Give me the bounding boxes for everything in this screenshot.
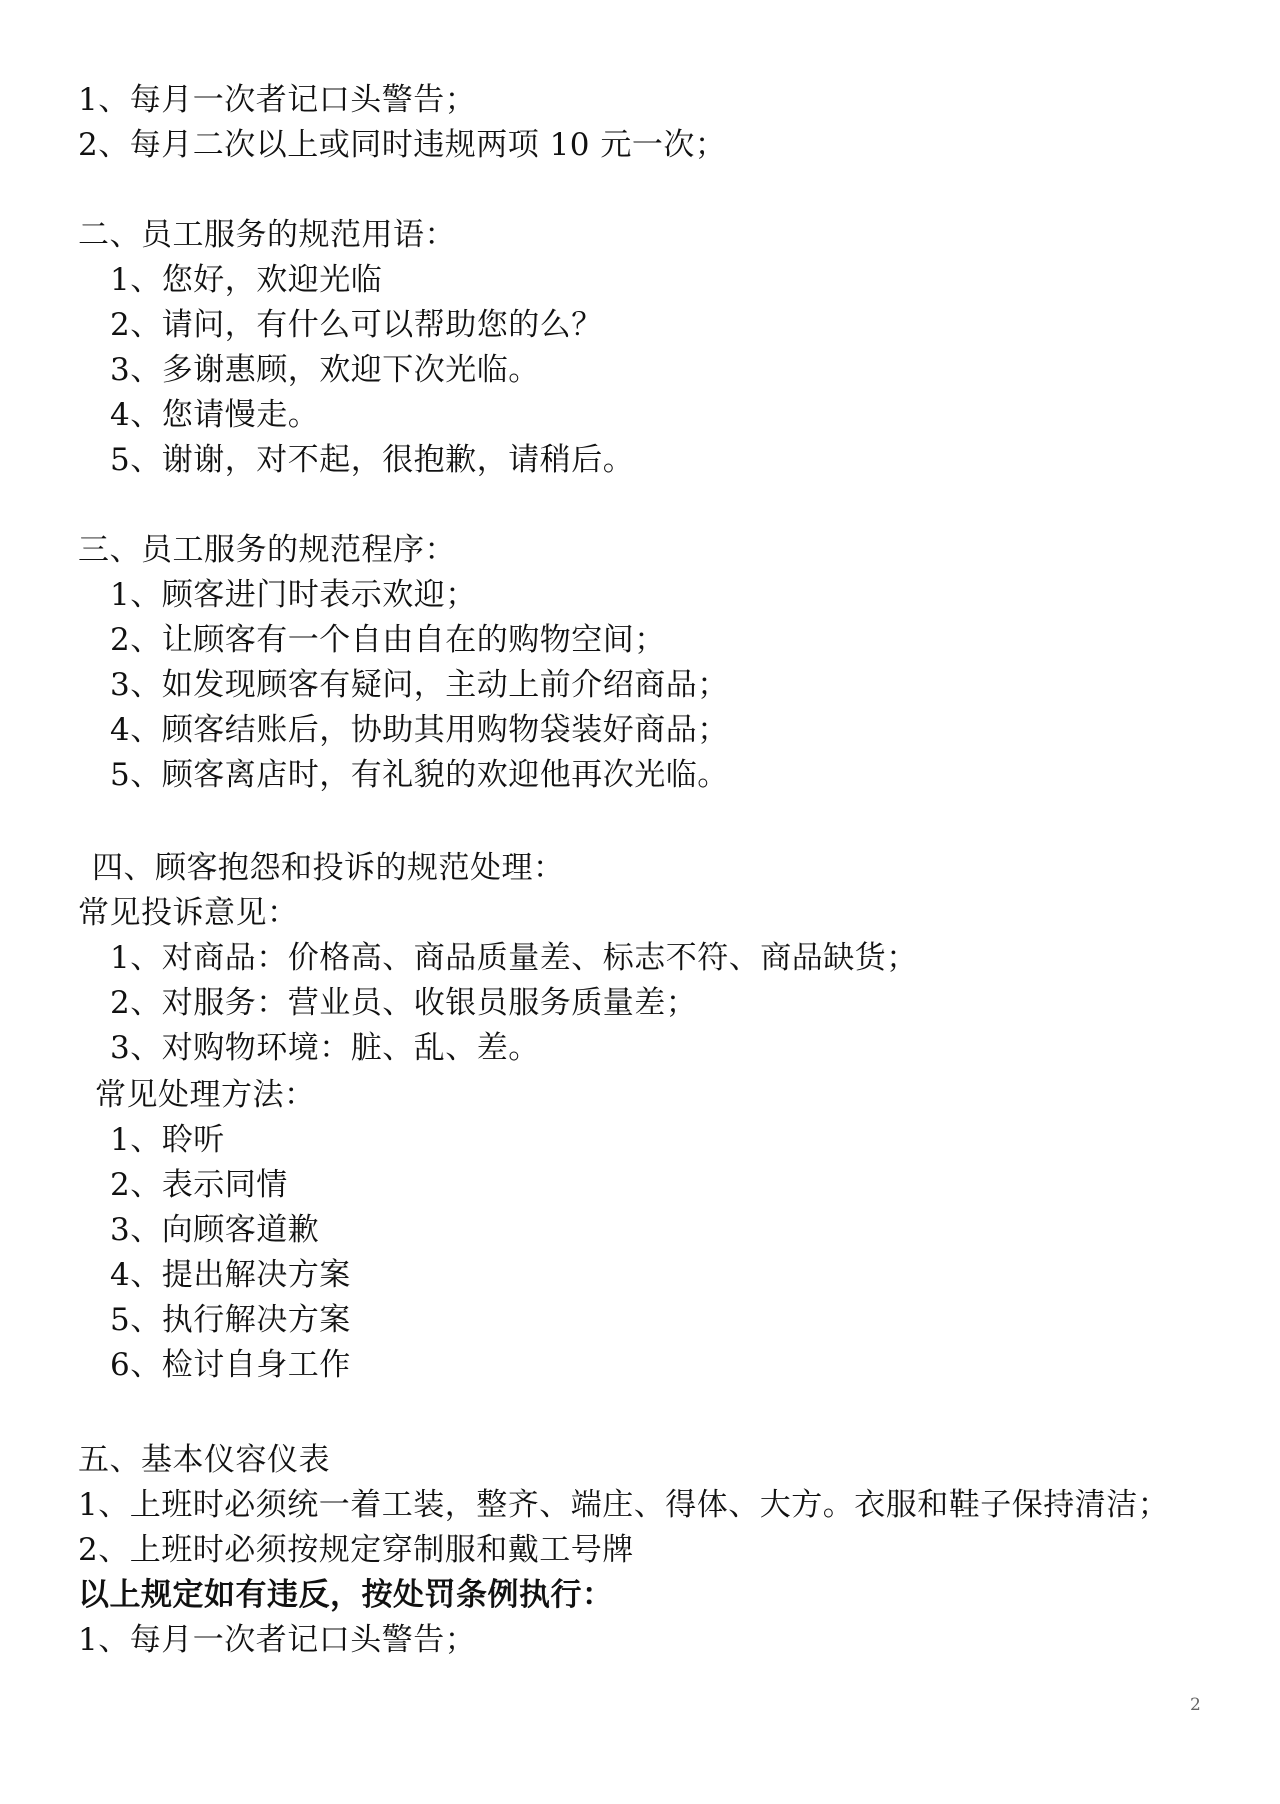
list-item: 1、聆听	[110, 1122, 225, 1158]
section-4-heading: 四、顾客抱怨和投诉的规范处理：	[92, 850, 565, 886]
list-item: 1、对商品：价格高、商品质量差、标志不符、商品缺货；	[110, 940, 918, 976]
list-item: 2、让顾客有一个自由自在的购物空间；	[110, 622, 666, 658]
page-number: 2	[1190, 1695, 1201, 1715]
section-5-heading: 五、基本仪容仪表	[78, 1442, 330, 1478]
list-item: 2、上班时必须按规定穿制服和戴工号牌	[78, 1532, 634, 1568]
list-item: 4、顾客结账后，协助其用购物袋装好商品；	[110, 712, 729, 748]
list-item: 2、请问，有什么可以帮助您的么？	[110, 307, 603, 343]
penalty-rule-2: 2、每月二次以上或同时违规两项 10 元一次；	[78, 127, 727, 163]
list-item: 3、对购物环境：脏、乱、差。	[110, 1030, 540, 1066]
list-item: 1、顾客进门时表示欢迎；	[110, 577, 477, 613]
list-item: 3、多谢惠顾，欢迎下次光临。	[110, 352, 540, 388]
section-2-heading: 二、员工服务的规范用语：	[78, 217, 456, 253]
methods-label: 常见处理方法：	[95, 1077, 316, 1113]
list-item: 1、每月一次者记口头警告；	[78, 1622, 477, 1658]
list-item: 3、如发现顾客有疑问，主动上前介绍商品；	[110, 667, 729, 703]
list-item: 5、执行解决方案	[110, 1302, 351, 1338]
list-item: 2、对服务：营业员、收银员服务质量差；	[110, 985, 698, 1021]
complaints-label: 常见投诉意见：	[78, 895, 299, 931]
section-3-heading: 三、员工服务的规范程序：	[78, 532, 456, 568]
list-item: 1、您好，欢迎光临	[110, 262, 383, 298]
list-item: 3、向顾客道歉	[110, 1212, 320, 1248]
list-item: 4、您请慢走。	[110, 397, 320, 433]
list-item: 5、顾客离店时，有礼貌的欢迎他再次光临。	[110, 757, 729, 793]
penalty-heading: 以上规定如有违反，按处罚条例执行：	[78, 1577, 614, 1613]
list-item: 5、谢谢，对不起，很抱歉，请稍后。	[110, 442, 635, 478]
list-item: 4、提出解决方案	[110, 1257, 351, 1293]
penalty-rule-1: 1、每月一次者记口头警告；	[78, 82, 477, 118]
list-item: 2、表示同情	[110, 1167, 288, 1203]
list-item: 6、检讨自身工作	[110, 1347, 351, 1383]
list-item: 1、上班时必须统一着工装，整齐、端庄、得体、大方。衣服和鞋子保持清洁；	[78, 1487, 1170, 1523]
